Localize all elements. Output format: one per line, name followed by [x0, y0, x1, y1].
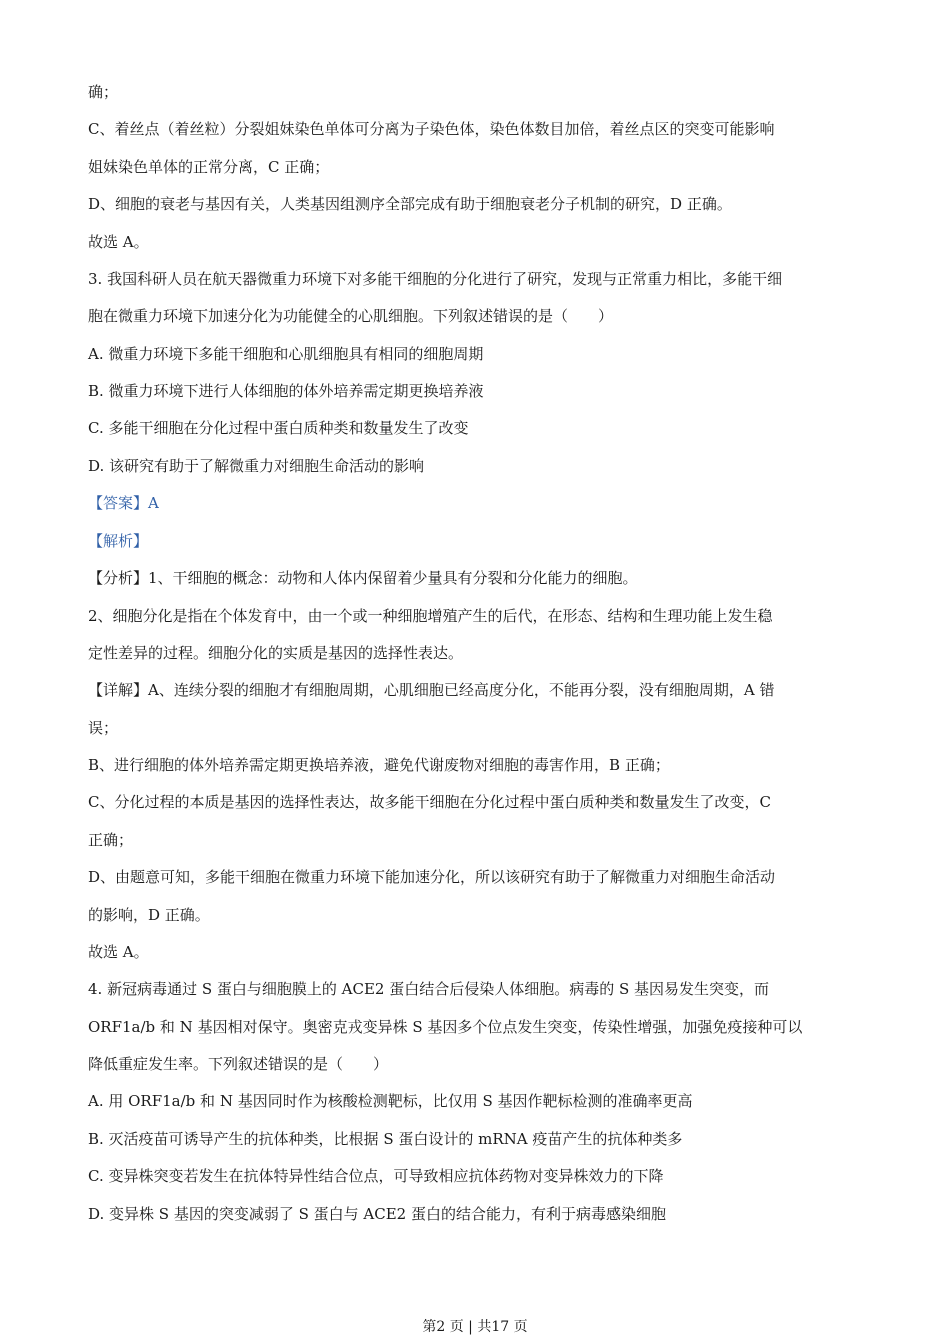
option-b: B. 微重力环境下进行人体细胞的体外培养需定期更换培养液 — [88, 382, 484, 400]
text-line: 的影响，D 正确。 — [88, 906, 210, 924]
option-c: C. 变异株突变若发生在抗体特异性结合位点，可导致相应抗体药物对变异株效力的下降 — [88, 1167, 664, 1185]
text-line: B、进行细胞的体外培养需定期更换培养液，避免代谢废物对细胞的毒害作用，B 正确； — [88, 756, 670, 774]
option-d: D. 变异株 S 基因的突变减弱了 S 蛋白与 ACE2 蛋白的结合能力，有利于病毒感染细胞 — [88, 1205, 666, 1223]
option-a: A. 微重力环境下多能干细胞和心肌细胞具有相同的细胞周期 — [88, 345, 484, 363]
question-3-line: 胞在微重力环境下加速分化为功能健全的心肌细胞。下列叙述错误的是（ ） — [88, 307, 614, 325]
text-line: 故选 A。 — [88, 233, 149, 251]
text-line: 故选 A。 — [88, 943, 149, 961]
option-c: C. 多能干细胞在分化过程中蛋白质种类和数量发生了改变 — [88, 419, 469, 437]
option-a: A. 用 ORF1a/b 和 N 基因同时作为核酸检测靶标，比仅用 S 基因作靶标检测的准确率更高 — [88, 1092, 693, 1110]
text-line: 姐妹染色单体的正常分离，C 正确； — [88, 158, 330, 176]
text-line: 2、细胞分化是指在个体发育中，由一个或一种细胞增殖产生的后代，在形态、结构和生理功能上发生稳 — [88, 607, 773, 625]
answer-label: 【答案】A — [88, 494, 159, 512]
option-b: B. 灭活疫苗可诱导产生的抗体种类，比根据 S 蛋白设计的 mRNA 疫苗产生的抗体种类多 — [88, 1130, 683, 1148]
text-line: D、由题意可知，多能干细胞在微重力环境下能加速分化，所以该研究有助于了解微重力对细胞生命活动 — [88, 868, 776, 886]
text-line: C、分化过程的本质是基因的选择性表达，故多能干细胞在分化过程中蛋白质种类和数量发生了改变，C — [88, 793, 771, 811]
analysis-label: 【解析】 — [88, 532, 149, 550]
text-line: 确； — [88, 83, 119, 101]
text-line: 正确； — [88, 831, 134, 849]
page-footer: 第2 页 | 共17 页 — [422, 1319, 528, 1335]
text-line: 定性差异的过程。细胞分化的实质是基因的选择性表达。 — [88, 644, 464, 662]
text-line: 误； — [88, 719, 119, 737]
text-line: 【详解】A、连续分裂的细胞才有细胞周期，心肌细胞已经高度分化，不能再分裂，没有细胞周期，A 错 — [88, 681, 775, 699]
question-4-line: 4. 新冠病毒通过 S 蛋白与细胞膜上的 ACE2 蛋白结合后侵染人体细胞。病毒的 S 基因易发生突变，而 — [88, 980, 770, 998]
text-line: 【分析】1、干细胞的概念：动物和人体内保留着少量具有分裂和分化能力的细胞。 — [88, 569, 638, 587]
text-line: C、着丝点（着丝粒）分裂姐妹染色单体可分离为子染色体，染色体数目加倍，着丝点区的突变可能影响 — [88, 120, 775, 138]
option-d: D. 该研究有助于了解微重力对细胞生命活动的影响 — [88, 457, 425, 475]
text-line: D、细胞的衰老与基因有关，人类基因组测序全部完成有助于细胞衰老分子机制的研究，D 正确。 — [88, 195, 732, 213]
question-4-line: 降低重症发生率。下列叙述错误的是（ ） — [88, 1055, 389, 1073]
question-4-line: ORF1a/b 和 N 基因相对保守。奥密克戎变异株 S 基因多个位点发生突变，传染性增强，加强免疫接种可以 — [88, 1018, 803, 1036]
question-3-line: 3. 我国科研人员在航天器微重力环境下对多能干细胞的分化进行了研究，发现与正常重力相比，多能干细 — [88, 270, 783, 288]
